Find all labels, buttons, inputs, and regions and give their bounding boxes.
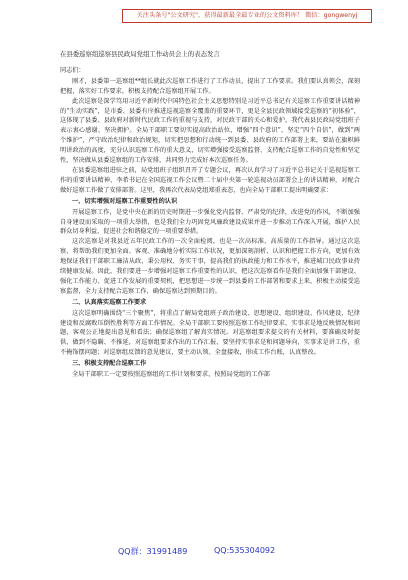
- section-heading: 一、切实增强对巡察工作重要性的认识: [72, 197, 178, 205]
- promo-banner: 关注头条号"公文研究"，获得最新最全最专业的公文资料库！ 微信：gongwenyj: [122, 9, 372, 23]
- qq-group-text: QQ群：31991489: [118, 547, 188, 556]
- qq-number-text: QQ:535304092: [214, 546, 276, 555]
- section-heading: 二、认真落实巡察工作要求: [72, 298, 147, 306]
- document-body: [60, 50, 360, 380]
- paragraph: 全局干部职工一定要按照巡察组的工作计划和要求，按照局党组的工作部: [72, 371, 270, 379]
- document-title: 在县委巡察组巡察县民政局党组工作动员会上的表态发言: [60, 50, 220, 58]
- salutation: 同志们：: [60, 66, 85, 74]
- paragraph: 此次巡察是深学笃用习近平新时代中国特色社会主义思想特别是习近平总书记有关巡察工作重要讲话精神的“生动实践”，是市委、县委有序推进巡视巡察全覆盖的重要环节，更是全县民政领域接受巡察的“初体验”，这体现了县委、县政府对新时代民政工作的重视与支持，对民政干部的关心和爱护。我代表县民政局党组班子表示衷心感谢、坚决拥护。全局干部职工要切实提高政治站位，增强“四个意识”、坚定“四个自信”，做到“两个维护”，严守政治纪律和政治规矩，切实把思想和行动统一到县委、县政府的工作部署上来，要站在旗帜鲜明讲政治的高度，充分认识巡察工作的重大意义，切实增强接受巡察监督、支持配合巡察工作的自觉性和坚定性，坚决做从县委巡察组的工作安排，共同努力完成好本次巡察任务。: [60, 97, 360, 165]
- paragraph: 在县委巡察组进驻之前，局党组班子组织召开了专题会议，再次认真学习了习近平总书记关于巡视巡察工作的重要讲话精神、李希书记在全国巡视工作会议暨二十届中央第一轮巡视动员部署会上的讲话精神，对配合做好巡察工作做了安排部署。这里，我再次代表局党组郑重表态，也向全局干部职工提出明确要求：: [60, 166, 360, 194]
- paragraph: 开展巡察工作，是党中央在新的历史时期进一步强化党内监督、严肃党的纪律，改进党的作风，不断加强自身建设而采取的一项重大举措，也是我们全力巩固党风廉政建设成果并进一步推动工作深入开展，维护人民群众切身利益，促进社会和谐稳定的一项重要举措。: [60, 208, 360, 236]
- paragraph: 这次巡察明确围绕“三个聚焦”，将重点了解局党组班子政治建设、思想建设、组织建设、作风建设、纪律建设和反腐败压倒性胜利等方面工作情况。全局干部职工要按照巡察工作纪律要求，实事求是地反映情况和问题，客观公正地提出意见和看法；确保巡察组了解真实情况。对巡察组要求提交的有关材料，要准确及时提供，做到不隐瞒、不推延，对巡察组要求作出的工作汇报，要坚持实事求是和问题导向，实事求是讲工作，重不掩饰摆问题；对巡察组反馈的意见建议，要主动认领、全盘接收，形成工作台账，认真整改。: [60, 309, 360, 357]
- footer: [0, 546, 408, 560]
- paragraph: 刚才，县委第一巡察组**组长就此次巡察工作进行了工作动员，提出了工作要求。我们要认真领会，深刻把握，落实好工作要求，积极支持配合巡察组开展工作。: [60, 77, 360, 95]
- section-heading: 三、积极支持配合巡察工作: [72, 360, 147, 368]
- paragraph: 这次巡察是对我县近五年民政工作的一次全面检阅，也是一次高标准、高质量的工作指导。通过这次巡察，将帮助我们更加全面、客观、准确地分析实际工作状况，更加深刻剖析、认识和把握工作方向，更加有效地保证我们干部职工廉洁从政、秉公用权、务实干事，提高我们的执政能力和工作水平，推进城口民政事业持续健康发展。因此，我们要进一步增强对巡察工作重要性的认识，把这次巡察看作是我们全面加强干部建设、强化工作能力、促进工作发展的重要契机，把思想进一步统一到县委的工作部署和要求上来，积极主动接受巡察监督，全力支持配合巡察工作，确保巡察达到预期目的。: [60, 238, 360, 295]
